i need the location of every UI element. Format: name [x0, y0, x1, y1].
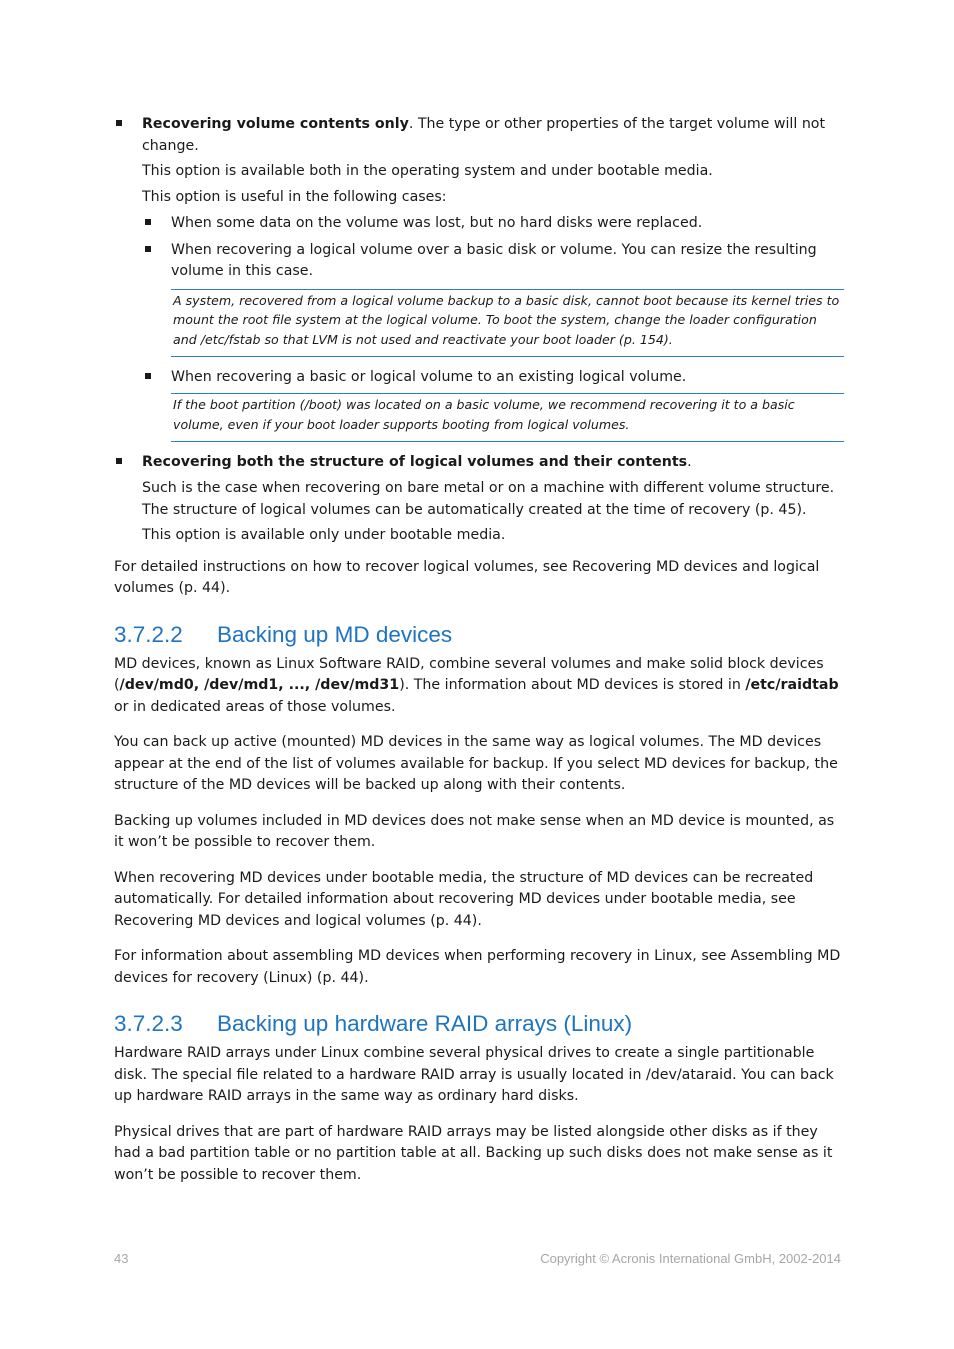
- page-number: 43: [114, 1251, 129, 1266]
- section-heading: [114, 1009, 844, 1039]
- section-title: Backing up MD devices: [217, 621, 453, 647]
- page-footer: [114, 1251, 841, 1266]
- paragraph: When recovering MD devices under bootable media, the structure of MD devices can be recreated automatically. For detailed information about recovering MD devices under bootable media, see Recovering MD devices and logical volumes (p. 44).: [114, 869, 814, 929]
- square-bullet-icon: [116, 120, 122, 126]
- square-bullet-icon: [145, 246, 151, 252]
- section-title: Backing up hardware RAID arrays (Linux): [217, 1011, 633, 1037]
- square-bullet-icon: [145, 373, 151, 379]
- sub-bullet: [114, 240, 844, 283]
- paragraph: Backing up volumes included in MD devices does not make sense when an MD device is mounted, as it won’t be possible to recover them.: [114, 812, 835, 851]
- paragraph: This option is useful in the following cases:: [142, 188, 447, 205]
- paragraph: Hardware RAID arrays under Linux combine several physical drives to create a single partitionable disk. The special file related to a hardware RAID array is usually located in /dev/ataraid. You can back up hardware RAID arrays in the same way as ordinary hard disks.: [114, 1045, 834, 1105]
- paragraph: For information about assembling MD devices when performing recovery in Linux, see Assembling MD devices for recovery (Linux) (p. 44).: [114, 948, 841, 986]
- sub-bullet-text: When some data on the volume was lost, but no hard disks were replaced.: [171, 215, 703, 231]
- bullet-title-end: .: [687, 453, 692, 470]
- note-text: If the boot partition (/boot) was located on a basic volume, we recommend recovering it to a basic volume, even if your boot loader supports booting from logical volumes.: [173, 397, 795, 432]
- bullet-structure-and-contents: [114, 452, 844, 474]
- sub-bullet-text: When recovering a basic or logical volume to an existing logical volume.: [171, 368, 687, 385]
- page-content: [114, 114, 844, 1186]
- note-box: [171, 289, 844, 357]
- note-box: [171, 393, 844, 441]
- sub-bullet-text: When recovering a logical volume over a basic disk or volume. You can resize the resulting volume in this case.: [171, 241, 817, 279]
- paragraph: Such is the case when recovering on bare metal or on a machine with different volume structure. The structure of logical volumes can be automatically created at the time of recovery (p. 45).: [142, 480, 835, 518]
- bullet-title: Recovering both the structure of logical volumes and their contents: [142, 453, 688, 470]
- paragraph: MD devices, known as Linux Software RAID, combine several volumes and make solid block devices (/dev/md0, /dev/md1, ..., /dev/md31). The information about MD devices is stored in /etc/raidtab or in dedicated areas of those volumes.: [114, 655, 839, 715]
- square-bullet-icon: [116, 458, 122, 464]
- copyright-text: Copyright © Acronis International GmbH, 2002-2014: [540, 1251, 841, 1266]
- sub-bullet: [114, 213, 844, 235]
- bullet-text: . The type or other properties of the target volume will not change.: [142, 116, 826, 154]
- bullet-volume-contents: [114, 114, 844, 157]
- paragraph: Physical drives that are part of hardware RAID arrays may be listed alongside other disks as if they had a bad partition table or no partition table at all. Backing up such disks does not make sense as it won’t be possible to recover them.: [114, 1123, 833, 1183]
- paragraph: This option is available only under bootable media.: [142, 527, 506, 544]
- square-bullet-icon: [145, 219, 151, 225]
- section-number: 3.7.2.2: [114, 621, 183, 647]
- paragraph: For detailed instructions on how to recover logical volumes, see Recovering MD devices and logical volumes (p. 44).: [114, 558, 820, 597]
- note-text: A system, recovered from a logical volume backup to a basic disk, cannot boot because its kernel tries to mount the root file system at the logical volume. To boot the system, change the loader configuration and /etc/fstab so that LVM is not used and reactivate your boot loader (p. 154).: [173, 292, 840, 347]
- section-heading: [114, 620, 844, 650]
- paragraph: You can back up active (mounted) MD devices in the same way as logical volumes. The MD devices appear at the end of the list of volumes available for backup. If you select MD devices for backup, the structure of the MD devices will be backed up along with their contents.: [114, 734, 838, 794]
- paragraph: This option is available both in the operating system and under bootable media.: [142, 163, 713, 179]
- section-number: 3.7.2.3: [114, 1011, 183, 1037]
- bullet-title: Recovering volume contents only: [142, 116, 409, 132]
- sub-bullet: [114, 367, 844, 389]
